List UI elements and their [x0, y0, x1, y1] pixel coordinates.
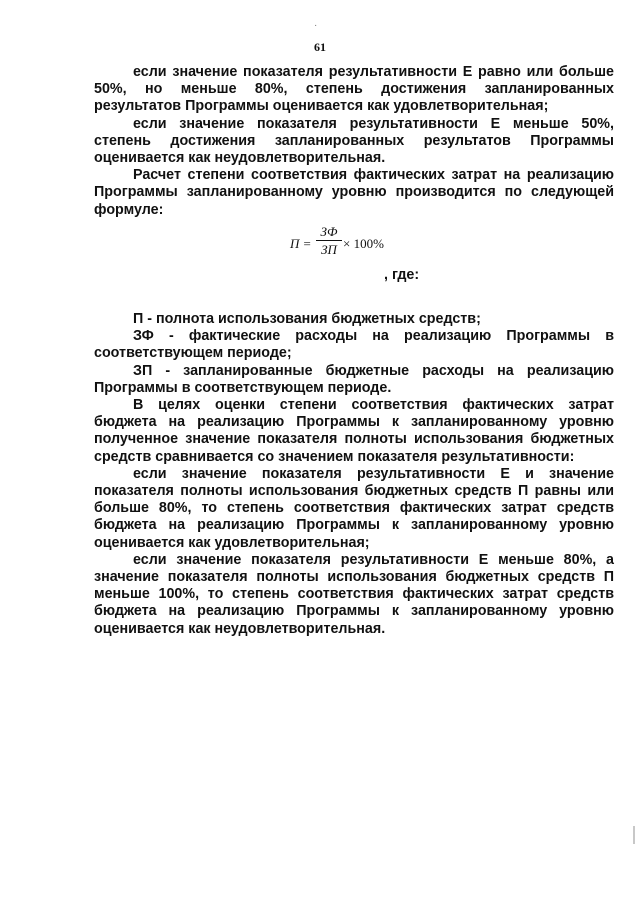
paragraph-satisfactory: если значение показателя результативности Е и значение показателя полноты использования бюджетных средств П равны или больше 80%, то степень соответствия фактических затрат средств бюджета на реализацию Программы к запланированному уровню оценивается как удовлетворительная; — [94, 465, 614, 551]
paragraph-unsatisfactory: если значение показателя результативности Е меньше 80%, а значение показателя полноты использования бюджетных средств П меньше 100%, то степень соответствия фактических затрат средств бюджета на реализацию Программы к запланированному уровню оценивается как неудовлетворительная. — [94, 551, 614, 637]
formula-numerator: ЗФ — [316, 223, 342, 241]
formula — [94, 223, 614, 263]
formula-lhs: П = — [290, 235, 312, 251]
formula-where: , где: — [384, 266, 420, 283]
scan-edge-mark — [633, 826, 635, 844]
scan-speck: · — [314, 20, 318, 31]
formula-denominator: ЗП — [321, 241, 337, 257]
paragraph-e-below-50: если значение показателя результативности Е меньше 50%, степень достижения запланированных результатов Программы оценивается как неудовлетворительная. — [94, 115, 614, 167]
page-number: 61 — [314, 40, 326, 54]
definition-p: П - полнота использования бюджетных средств; — [133, 311, 481, 328]
document-body — [94, 64, 614, 638]
formula-rhs: × 100% — [343, 235, 384, 251]
paragraph-e-50-80: если значение показателя результативности Е равно или больше 50%, но меньше 80%, степень достижения запланированных результатов Программы оценивается как удовлетворительная; — [94, 64, 614, 115]
definition-zp: ЗП - запланированные бюджетные расходы на реализацию Программы в соответствующем периоде. — [94, 362, 614, 396]
definition-zf: ЗФ - фактические расходы на реализацию Программы в соответствующем периоде; — [94, 328, 614, 362]
paragraph-formula-intro: Расчет степени соответствия фактических затрат на реализацию Программы запланированному уровню производится по следующей формуле: — [94, 167, 614, 218]
paragraph-comparison-intro: В целях оценки степени соответствия фактических затрат бюджета на реализацию Программы к запланированному уровню полученное значение показателя полноты использования бюджетных средств сравнивается со значением показателя результативности: — [94, 397, 614, 465]
formula-fraction — [316, 223, 342, 258]
